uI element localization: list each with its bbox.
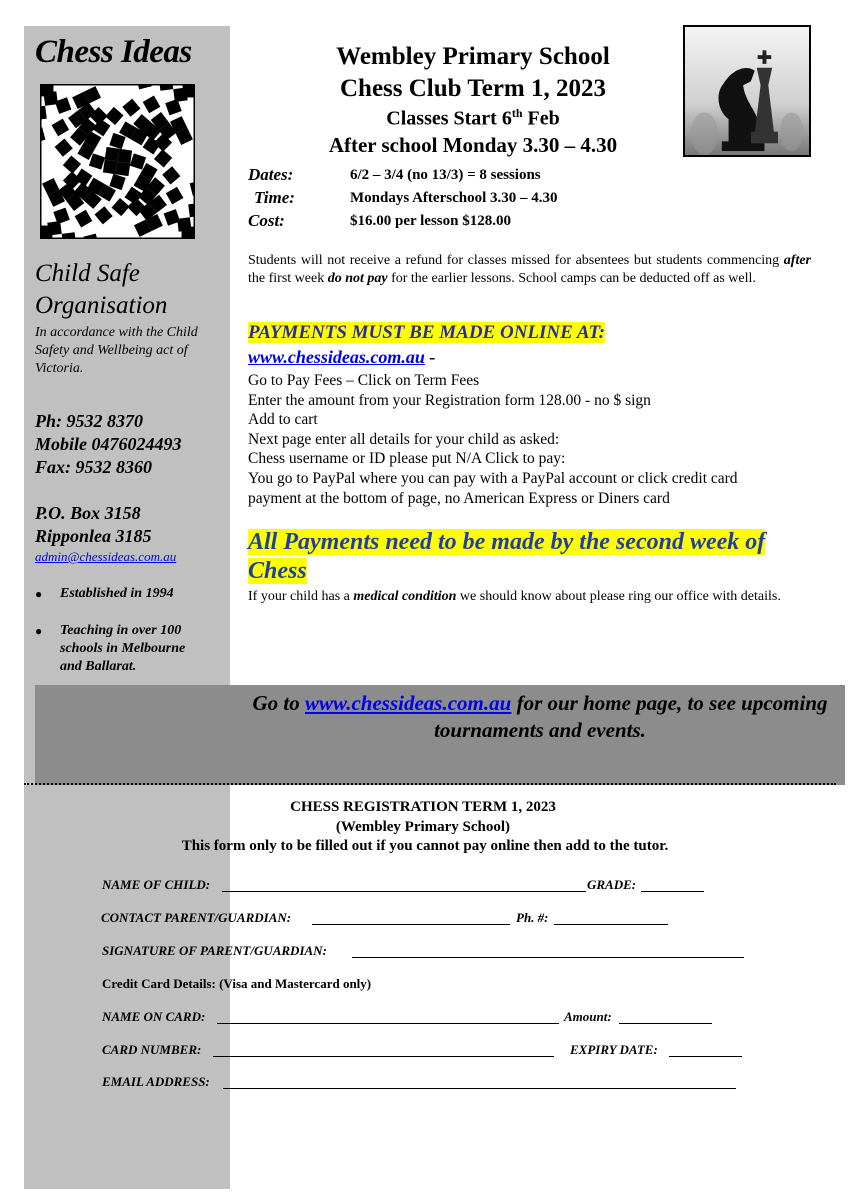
cost-label: Cost: bbox=[248, 211, 285, 230]
payment-step: You go to PayPal where you can pay with a PayPal account or click credit card bbox=[248, 469, 738, 487]
payment-step: Go to Pay Fees – Click on Term Fees bbox=[248, 372, 480, 389]
payment-link[interactable]: www.chessideas.com.au bbox=[248, 347, 425, 367]
name-on-card-field[interactable] bbox=[217, 1023, 559, 1024]
refund-policy: Students will not receive a refund for classes missed for absentees but students commencing after the first week do not pay for the earlier lessons. School camps can be deducted off as well. bbox=[248, 253, 811, 286]
payment-step: Add to cart bbox=[248, 411, 318, 429]
payment-step: Enter the amount from your Registration form 128.00 - no $ sign bbox=[248, 391, 651, 409]
checkerboard-logo bbox=[40, 84, 195, 239]
payment-heading: PAYMENTS MUST BE MADE ONLINE AT: bbox=[248, 322, 606, 343]
name-of-child-label: NAME OF CHILD: bbox=[102, 877, 211, 892]
contact-field[interactable] bbox=[312, 924, 510, 925]
card-number-field[interactable] bbox=[213, 1056, 554, 1057]
form-note: This form only to be filled out if you cannot pay online then add to the tutor. bbox=[181, 838, 669, 854]
phone-label: Ph. #: bbox=[516, 910, 549, 925]
signature-field[interactable] bbox=[352, 957, 744, 958]
dates-label: Dates: bbox=[248, 165, 294, 184]
signature-label: SIGNATURE OF PARENT/GUARDIAN: bbox=[102, 943, 327, 958]
dates-value: 6/2 – 3/4 (no 13/3) = 8 sessions bbox=[350, 167, 541, 183]
payment-link-line: www.chessideas.com.au - bbox=[248, 347, 436, 367]
bullet-icon: ● bbox=[35, 624, 43, 638]
banner-text: Go to www.chessideas.com.au for our home page, to see upcoming tournaments and events. bbox=[252, 691, 828, 742]
amount-label: Amount: bbox=[564, 1009, 612, 1024]
suburb: Ripponlea 3185 bbox=[35, 526, 152, 546]
time-label: Time: bbox=[254, 188, 295, 207]
expiry-label: EXPIRY DATE: bbox=[570, 1042, 658, 1057]
po-box: P.O. Box 3158 bbox=[35, 503, 141, 523]
payment-step: Chess username or ID please put N/A Click to pay: bbox=[248, 450, 566, 468]
fax: Fax: 9532 8360 bbox=[35, 457, 152, 477]
child-safe-title: Child Safe Organisation bbox=[35, 260, 168, 319]
cost-value: $16.00 per lesson $128.00 bbox=[350, 213, 511, 229]
time-value: Mondays Afterschool 3.30 – 4.30 bbox=[350, 190, 558, 206]
expiry-field[interactable] bbox=[669, 1056, 742, 1057]
credit-card-label: Credit Card Details: (Visa and Mastercard only) bbox=[102, 976, 372, 991]
club-term: Chess Club Term 1, 2023 bbox=[339, 75, 606, 102]
form-school: (Wembley Primary School) bbox=[335, 819, 511, 835]
card-number-label: CARD NUMBER: bbox=[102, 1042, 202, 1057]
name-on-card-label: NAME ON CARD: bbox=[102, 1009, 206, 1024]
form-title: CHESS REGISTRATION TERM 1, 2023 bbox=[290, 799, 556, 815]
contact-label: CONTACT PARENT/GUARDIAN: bbox=[101, 910, 292, 925]
brand-title: Chess Ideas bbox=[35, 34, 192, 70]
payment-step: payment at the bottom of page, no American Express or Diners card bbox=[248, 489, 670, 507]
after-school-time: After school Monday 3.30 – 4.30 bbox=[328, 133, 618, 157]
name-of-child-field[interactable] bbox=[222, 891, 586, 892]
mobile: Mobile 0476024493 bbox=[35, 434, 182, 454]
email-label: EMAIL ADDRESS: bbox=[102, 1074, 210, 1089]
email-link[interactable]: admin@chessideas.com.au bbox=[35, 549, 177, 564]
bullet-icon: ● bbox=[35, 587, 43, 601]
payment-step: Next page enter all details for your child as asked: bbox=[248, 430, 560, 448]
grade-field[interactable] bbox=[641, 891, 704, 892]
banner-link[interactable]: www.chessideas.com.au bbox=[305, 691, 512, 715]
child-safe-text: In accordance with the Child Safety and Wellbeing act of Victoria. bbox=[35, 325, 198, 376]
chess-pieces-image bbox=[683, 25, 811, 157]
bullet-item: ● Teaching in over 100 schools in Melbourne and Ballarat. bbox=[35, 623, 186, 674]
amount-field[interactable] bbox=[619, 1023, 712, 1024]
email-field[interactable] bbox=[223, 1088, 736, 1089]
cut-line bbox=[24, 783, 836, 785]
classes-start: Classes Start 6th Feb bbox=[386, 106, 560, 130]
phone-field[interactable] bbox=[554, 924, 668, 925]
bullet-item: ● Established in 1994 bbox=[35, 586, 174, 601]
grade-label: GRADE: bbox=[587, 877, 637, 892]
payment-deadline: All Payments need to be made by the second week of Chess bbox=[248, 529, 766, 584]
medical-note: If your child has a medical condition we should know about please ring our office with details. bbox=[248, 589, 781, 604]
school-name: Wembley Primary School bbox=[336, 43, 610, 70]
phone: Ph: 9532 8370 bbox=[35, 411, 143, 431]
payment-steps bbox=[248, 371, 818, 508]
